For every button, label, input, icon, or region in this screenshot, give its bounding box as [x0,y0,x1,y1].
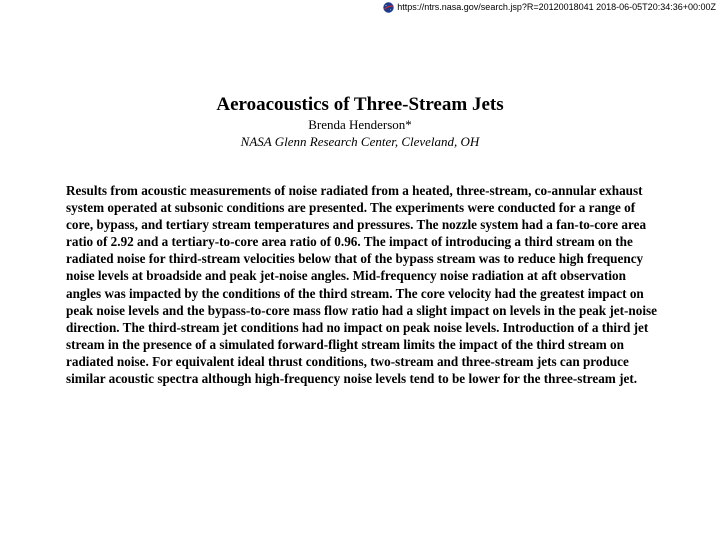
source-header [383,0,716,14]
nasa-logo-icon [383,2,394,13]
author-affiliation: NASA Glenn Research Center, Cleveland, OH [240,134,480,149]
title-block [0,94,720,150]
abstract-text: Results from acoustic measurements of noise radiated from a heated, three-stream, co-annular exhaust system operated at subsonic conditions are presented. The experiments were conducted for a range of core, bypass, and tertiary stream temperatures and pressures. The nozzle system had a fan-to-core area ratio of 2.92 and a tertiary-to-core area ratio of 0.96. The impact of introducing a third stream on the radiated noise for third-stream velocities below that of the bypass stream was to reduce high frequency noise levels at broadside and peak jet-noise angles. Mid-frequency noise radiation at aft observation angles was impacted by the conditions of the third stream. The core velocity had the greatest impact on peak noise levels and the bypass-to-core mass flow ratio had a slight impact on levels in the peak jet-noise direction. The third-stream jet conditions had no impact on peak noise levels. Introduction of a third jet stream in the presence of a simulated forward-flight stream limits the impact of the third stream on radiated noise. For equivalent ideal thrust conditions, two-stream and three-stream jets can produce similar acoustic spectra although high-frequency noise levels tend to be lower for the three-stream jet. [66,183,657,387]
author-name: Brenda Henderson* [308,117,412,132]
source-url-link[interactable]: https://ntrs.nasa.gov/search.jsp?R=20120018041 2018-06-05T20:34:36+00:00Z [397,2,716,12]
paper-title: Aeroacoustics of Three-Stream Jets [216,94,504,115]
